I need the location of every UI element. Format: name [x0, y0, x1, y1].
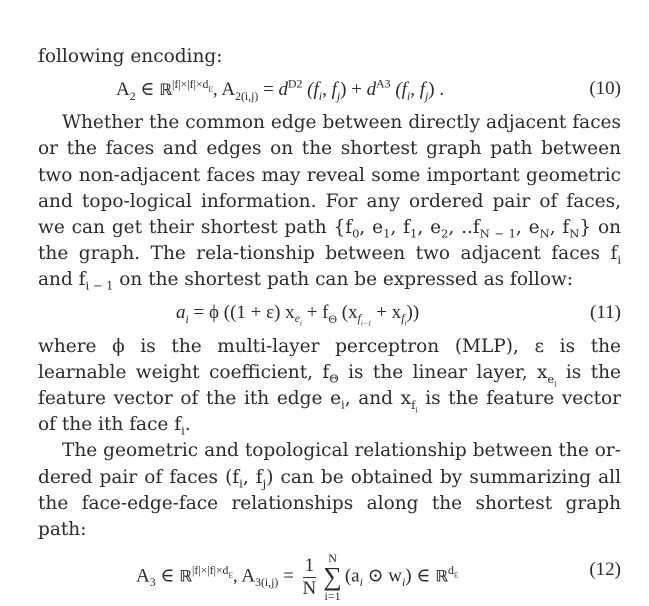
paragraph-relationship: The geometric and topological relationship between the or-dered pair of faces ($f_i$, $f_j$) can be obtained by summarizing all the face-edge-face relationships along the shortest graph path: — [38, 440, 622, 541]
equation-10-body: $A_2$ ∈ ℝ$^{|f|\times|f|\times d_E}$, $A_{2(i,j)} = d^{D2}$ ($f_i$, $f_j) + d^{A3}$ ($f_i$, $f_j$) . — [116, 77, 445, 103]
intro-text: following encoding: — [38, 46, 223, 67]
equation-12-body: $A_3$ ∈ ℝ$^{|f|\times|f|\times d_E}$, $A_{3(i,j)}$ = $\frac{1}{N}$ N ∑ i=1 ($a_i$ ⊙ $w_i$) ∈ ℝ$^{d_E}$ — [136, 551, 459, 604]
paper-page — [38, 44, 621, 603]
equation-10 — [38, 70, 621, 110]
intro-line — [38, 44, 621, 70]
equation-10-number: (10) — [589, 78, 621, 100]
paragraph-definitions: where ϕ is the multi-layer perceptron (MLP), ε is the learnable weight coefficient, $f_\Theta$ is the linear layer, $x_{e_i}$ is the feature vector of the ith edge $e_i$, and $x_{f_i}$ is the feature vector of the ith face $f_i$. — [38, 335, 621, 438]
paragraph-shortest-path: Whether the common edge between directly adjacent faces or the faces and edges on the shortest graph path between two non-adjacent faces may reveal some important geometric and topo-logical information. For any ordered pair of faces, we can get their shortest path {$f_0$, $e_1$, $f_1$, $e_2$, $..f_{N - 1}$, $e_N$, $f_N$} on the graph. The rela-tionship between two adjacent faces $f_i$ and $f_{i - 1}$ on the shortest path can be expressed as follow: — [38, 112, 622, 294]
equation-12-number: (12) — [589, 559, 621, 581]
equation-11-number: (11) — [590, 301, 621, 323]
equation-11 — [38, 294, 621, 334]
summation-symbol: N ∑ i=1 — [323, 551, 342, 604]
equation-11-body: $a_i = \phi$ ((1 + ε) $x_{e_i} + f_\Theta$ $(x_{f_{i-1}} + x_{f_i})$) — [176, 301, 420, 328]
fraction-one-over-n: $\frac{1}{N}$ — [302, 554, 317, 599]
equation-12 — [38, 543, 621, 603]
